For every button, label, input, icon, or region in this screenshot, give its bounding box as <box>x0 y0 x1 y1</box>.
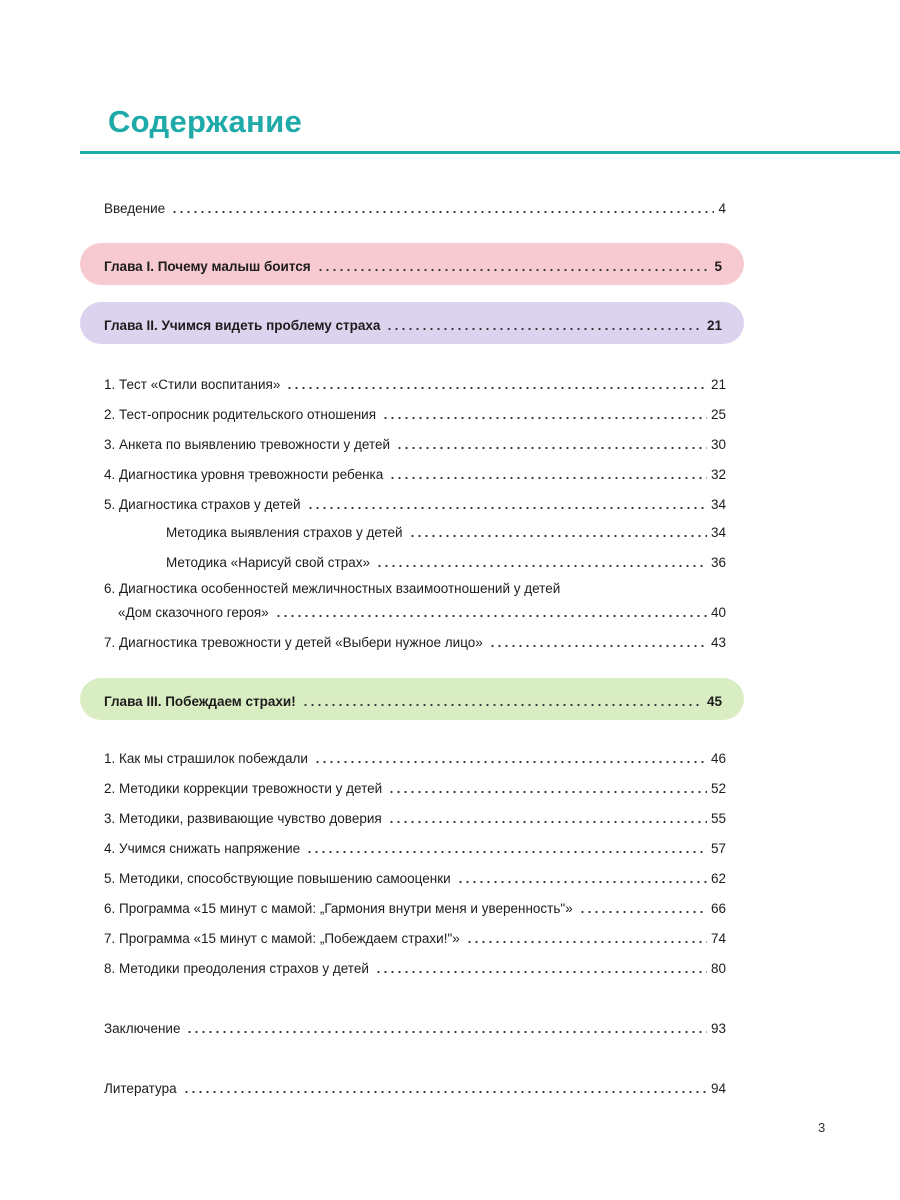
toc-entry-page: 30 <box>710 437 726 452</box>
dot-leader <box>307 500 707 510</box>
toc-chapter-page: 5 <box>714 259 722 274</box>
toc-entry-label: 1. Как мы страшилок побеждали <box>104 751 308 766</box>
dot-leader <box>466 934 707 944</box>
toc-entry-page: 4 <box>718 201 726 216</box>
toc-entry-page: 32 <box>710 467 726 482</box>
toc-entry-page: 80 <box>710 961 726 976</box>
toc-entry-label: 4. Учимся снижать напряжение <box>104 841 301 856</box>
dot-leader <box>375 964 707 974</box>
toc-entry[interactable] <box>104 835 726 857</box>
toc-entry-label: Заключение <box>104 1021 181 1036</box>
toc-entry-label: 7. Диагностика тревожности у детей «Выбери нужное лицо» <box>104 635 483 650</box>
toc-subentry[interactable] <box>104 519 726 541</box>
dot-leader <box>275 608 707 618</box>
toc-chapter-page: 21 <box>706 318 722 333</box>
toc-entry-label: «Дом сказочного героя» <box>118 605 269 620</box>
toc-entry-label: 3. Методики, развивающие чувство доверия <box>104 811 382 826</box>
toc-entry-page: 52 <box>710 781 726 796</box>
toc-entry[interactable] <box>104 925 726 947</box>
toc-entry-page: 62 <box>710 871 726 886</box>
dot-leader <box>388 784 707 794</box>
toc-entry-page: 34 <box>710 525 726 540</box>
toc-entry[interactable] <box>104 491 726 513</box>
toc-chapter-label: Глава II. Учимся видеть проблему страха <box>104 318 381 333</box>
toc-entry-page: 25 <box>710 407 726 422</box>
toc-entry[interactable] <box>104 805 726 827</box>
toc-entry-label: 5. Диагностика страхов у детей <box>104 497 301 512</box>
toc-entry[interactable] <box>104 955 726 977</box>
toc-entry-label: 1. Тест «Стили воспитания» <box>104 377 281 392</box>
toc-entry[interactable] <box>104 629 726 651</box>
toc-entry-page: 66 <box>710 901 726 916</box>
dot-leader <box>314 754 707 764</box>
toc-chapter-label: Глава III. Побеждаем страхи! <box>104 694 296 709</box>
toc-entry-label: Методика выявления страхов у детей <box>166 525 403 540</box>
toc-entry-label: Литература <box>104 1081 177 1096</box>
toc-entry-page: 93 <box>710 1021 726 1036</box>
toc-entry-label: 8. Методики преодоления страхов у детей <box>104 961 369 976</box>
toc-entry-page: 40 <box>710 605 726 620</box>
toc-entry-page: 74 <box>710 931 726 946</box>
toc-entry[interactable] <box>104 431 726 453</box>
toc-entry[interactable] <box>104 775 726 797</box>
dot-leader <box>386 321 703 331</box>
toc-chapter-3[interactable] <box>104 688 722 710</box>
toc-entry[interactable] <box>104 371 726 393</box>
toc-entry-label: Введение <box>104 201 166 216</box>
toc-entry-intro[interactable] <box>104 195 726 217</box>
toc-entry-page: 55 <box>710 811 726 826</box>
toc-entry-page: 94 <box>710 1081 726 1096</box>
toc-entry-label: 6. Программа «15 минут с мамой: „Гармония внутри меня и уверенность"» <box>104 901 573 916</box>
dot-leader <box>396 440 707 450</box>
dot-leader <box>579 904 707 914</box>
toc-entry-page: 57 <box>710 841 726 856</box>
dot-leader <box>489 638 707 648</box>
dot-leader <box>389 470 707 480</box>
page-title: Содержание <box>108 104 302 139</box>
toc-chapter-page: 45 <box>706 694 722 709</box>
toc-entry-page: 46 <box>710 751 726 766</box>
toc-entry-label: 2. Методики коррекции тревожности у детей <box>104 781 383 796</box>
dot-leader <box>171 204 714 214</box>
dot-leader <box>286 380 707 390</box>
toc-subentry[interactable] <box>104 549 726 571</box>
toc-entry[interactable] <box>104 865 726 887</box>
toc-entry-label: 5. Методики, способствующие повышению самооценки <box>104 871 451 886</box>
dot-leader <box>457 874 707 884</box>
toc-entry-conclusion[interactable] <box>104 1015 726 1037</box>
toc-entry-label: 7. Программа «15 минут с мамой: „Побеждаем страхи!"» <box>104 931 460 946</box>
dot-leader <box>317 262 711 272</box>
toc-chapter-label: Глава I. Почему малыш боится <box>104 259 311 274</box>
dot-leader <box>186 1024 706 1034</box>
toc-entry-label-line1: 6. Диагностика особенностей межличностных взаимоотношений у детей <box>104 581 561 596</box>
toc-entry-page: 36 <box>710 555 726 570</box>
toc-entry[interactable] <box>104 745 726 767</box>
toc-entry[interactable] <box>104 401 726 423</box>
toc-entry[interactable] <box>104 895 726 917</box>
toc-entry[interactable] <box>118 599 726 621</box>
toc-entry-page: 43 <box>710 635 726 650</box>
dot-leader <box>306 844 707 854</box>
toc-chapter-1[interactable] <box>104 253 722 275</box>
toc-entry-label: 2. Тест-опросник родительского отношения <box>104 407 377 422</box>
toc-entry-label: 3. Анкета по выявлению тревожности у детей <box>104 437 391 452</box>
dot-leader <box>388 814 707 824</box>
toc-entry-label: 4. Диагностика уровня тревожности ребенка <box>104 467 384 482</box>
dot-leader <box>409 528 707 538</box>
toc-entry-literature[interactable] <box>104 1075 726 1097</box>
dot-leader <box>382 410 707 420</box>
page-number: 3 <box>818 1120 826 1135</box>
toc-chapter-2[interactable] <box>104 312 722 334</box>
title-underline <box>80 151 900 154</box>
toc-entry-page: 34 <box>710 497 726 512</box>
toc-entry[interactable] <box>104 461 726 483</box>
toc-entry-page: 21 <box>710 377 726 392</box>
toc-entry-label: Методика «Нарисуй свой страх» <box>166 555 370 570</box>
dot-leader <box>376 558 707 568</box>
dot-leader <box>302 697 703 707</box>
dot-leader <box>183 1084 707 1094</box>
